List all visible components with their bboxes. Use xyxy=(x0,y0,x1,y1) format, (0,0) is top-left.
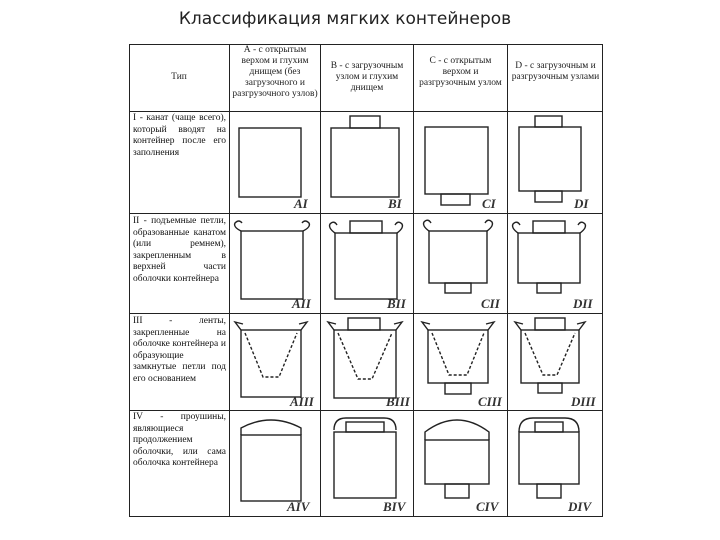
header-col-c: С - с открытым верхом и разгрузочным узлом xyxy=(419,56,502,88)
figure-label: BI xyxy=(388,196,402,211)
figure-label: BII xyxy=(387,296,406,311)
figure-label: AI xyxy=(294,196,308,211)
header-type: Тип xyxy=(171,72,187,82)
figure-label: DII xyxy=(573,296,593,311)
figure-label: DIV xyxy=(568,499,592,514)
header-col-b: В - с загрузочным узлом и глухим днищем xyxy=(330,61,404,93)
figure-label: AII xyxy=(292,296,311,311)
figure-label: BIII xyxy=(386,394,410,409)
header-col-d: D - с загрузочным и разгрузочным узлами xyxy=(511,61,600,82)
figure-label: BIV xyxy=(383,499,406,514)
figure-label: DIII xyxy=(571,394,596,409)
row-desc-2: II - подъемные петли, образованные канатом (или ремнем), закрепленным в верхней части оболочки контейнера xyxy=(133,216,226,284)
row-desc-3: III - ленты, закрепленные на оболочке контейнера и образующие замкнутые петли под его основанием xyxy=(133,316,226,384)
container-di-drawing xyxy=(507,111,603,213)
figure-label: CIII xyxy=(478,394,502,409)
figure-label: DI xyxy=(574,196,589,211)
figure-label: AIV xyxy=(287,499,310,514)
slide-title: Классификация мягких контейнеров xyxy=(178,9,512,29)
header-col-a: А - с открытым верхом и глухим днищем (без загрузочного и разгрузочного узлов) xyxy=(232,45,318,99)
row-desc-1: I - канат (чаще всего), который вводят на контейнер после его заполнения xyxy=(133,113,226,158)
figure-label: CII xyxy=(481,296,500,311)
row-desc-4: IV - проушины, являющиеся продолжением оболочки, или сама оболочка контейнера xyxy=(133,412,226,468)
figure-label: AIII xyxy=(290,394,314,409)
figure-label: CIV xyxy=(476,499,499,514)
figure-label: CI xyxy=(482,196,496,211)
